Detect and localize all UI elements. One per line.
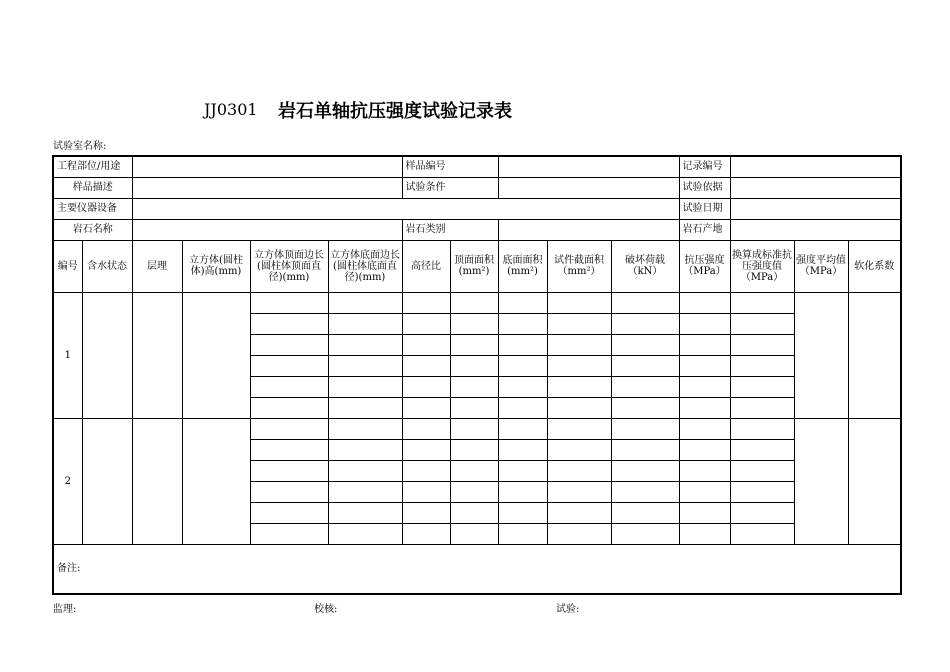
data-cell[interactable] bbox=[250, 292, 328, 313]
data-cell[interactable] bbox=[402, 481, 450, 502]
sample-no-field[interactable] bbox=[498, 156, 679, 177]
table-row bbox=[53, 418, 901, 439]
data-cell[interactable] bbox=[328, 313, 402, 334]
remarks-label[interactable]: 备注: bbox=[53, 544, 901, 594]
data-cell[interactable] bbox=[450, 460, 498, 481]
data-cell[interactable] bbox=[450, 397, 498, 418]
record-no-field[interactable] bbox=[730, 156, 901, 177]
col-softening: 软化系数 bbox=[848, 240, 901, 292]
data-cell[interactable] bbox=[450, 481, 498, 502]
data-cell[interactable] bbox=[679, 334, 730, 355]
col-bedding: 层理 bbox=[132, 240, 182, 292]
form-code: JJ0301 bbox=[204, 100, 258, 119]
project-field[interactable] bbox=[132, 156, 402, 177]
tester-label: 试验: bbox=[556, 604, 580, 615]
data-cell[interactable] bbox=[730, 292, 794, 313]
data-cell[interactable] bbox=[498, 334, 547, 355]
height-cell[interactable] bbox=[182, 292, 250, 418]
data-cell[interactable] bbox=[498, 313, 547, 334]
project-label: 工程部位/用途 bbox=[53, 156, 132, 177]
col-no: 编号 bbox=[53, 240, 82, 292]
test-date-label: 试验日期 bbox=[679, 198, 730, 219]
data-cell[interactable] bbox=[328, 481, 402, 502]
data-cell[interactable] bbox=[730, 481, 794, 502]
data-cell[interactable] bbox=[402, 292, 450, 313]
data-cell[interactable] bbox=[498, 418, 547, 439]
group-2 bbox=[53, 418, 901, 544]
rock-origin-label: 岩石产地 bbox=[679, 219, 730, 240]
data-cell[interactable] bbox=[730, 523, 794, 544]
height-cell[interactable] bbox=[182, 418, 250, 544]
data-cell[interactable] bbox=[498, 439, 547, 460]
data-cell[interactable] bbox=[547, 355, 611, 376]
moisture-cell[interactable] bbox=[82, 292, 132, 418]
data-cell[interactable] bbox=[679, 376, 730, 397]
data-cell[interactable] bbox=[611, 460, 679, 481]
data-cell[interactable] bbox=[250, 397, 328, 418]
data-cell[interactable] bbox=[547, 502, 611, 523]
data-cell[interactable] bbox=[547, 292, 611, 313]
data-cell[interactable] bbox=[730, 355, 794, 376]
data-cell[interactable] bbox=[611, 502, 679, 523]
rock-origin-field[interactable] bbox=[730, 219, 901, 240]
data-cell[interactable] bbox=[250, 481, 328, 502]
data-cell[interactable] bbox=[250, 334, 328, 355]
data-cell[interactable] bbox=[328, 460, 402, 481]
data-cell[interactable] bbox=[402, 439, 450, 460]
data-cell[interactable] bbox=[250, 523, 328, 544]
record-table bbox=[52, 155, 902, 595]
group-number: 1 bbox=[53, 292, 82, 418]
test-date-field[interactable] bbox=[730, 198, 901, 219]
sample-desc-field[interactable] bbox=[132, 177, 402, 198]
data-cell[interactable] bbox=[679, 313, 730, 334]
info-row-1 bbox=[53, 156, 901, 177]
data-cell[interactable] bbox=[679, 502, 730, 523]
data-cell[interactable] bbox=[402, 355, 450, 376]
data-cell[interactable] bbox=[402, 397, 450, 418]
data-cell[interactable] bbox=[402, 418, 450, 439]
col-moisture: 含水状态 bbox=[82, 240, 132, 292]
data-cell[interactable] bbox=[328, 376, 402, 397]
data-cell[interactable] bbox=[402, 313, 450, 334]
data-cell[interactable] bbox=[498, 523, 547, 544]
data-cell[interactable] bbox=[498, 460, 547, 481]
col-avg-strength: 强度平均值（MPa） bbox=[794, 240, 848, 292]
data-cell[interactable] bbox=[730, 460, 794, 481]
data-cell[interactable] bbox=[498, 502, 547, 523]
data-cell[interactable] bbox=[250, 460, 328, 481]
data-cell[interactable] bbox=[498, 481, 547, 502]
data-cell[interactable] bbox=[328, 355, 402, 376]
data-cell[interactable] bbox=[547, 460, 611, 481]
data-cell[interactable] bbox=[547, 334, 611, 355]
col-bottom-area: 底面面积(mm²) bbox=[498, 240, 547, 292]
info-row-4 bbox=[53, 219, 901, 240]
sample-desc-label: 样品描述 bbox=[53, 177, 132, 198]
data-cell[interactable] bbox=[547, 418, 611, 439]
record-no-label: 记录编号 bbox=[679, 156, 730, 177]
rock-name-label: 岩石名称 bbox=[53, 219, 132, 240]
data-cell[interactable] bbox=[498, 292, 547, 313]
data-cell[interactable] bbox=[611, 376, 679, 397]
data-cell[interactable] bbox=[498, 397, 547, 418]
equipment-field[interactable] bbox=[132, 198, 679, 219]
rock-type-label: 岩石类别 bbox=[402, 219, 498, 240]
data-cell[interactable] bbox=[450, 523, 498, 544]
info-row-2 bbox=[53, 177, 901, 198]
data-cell[interactable] bbox=[450, 355, 498, 376]
data-cell[interactable] bbox=[250, 313, 328, 334]
group-1 bbox=[53, 292, 901, 418]
data-cell[interactable] bbox=[328, 523, 402, 544]
col-load: 破坏荷载（kN） bbox=[611, 240, 679, 292]
data-cell[interactable] bbox=[250, 355, 328, 376]
test-condition-label: 试验条件 bbox=[402, 177, 498, 198]
col-height: 立方体(圆柱体)高(mm) bbox=[182, 240, 250, 292]
data-cell[interactable] bbox=[730, 397, 794, 418]
col-strength: 抗压强度（MPa） bbox=[679, 240, 730, 292]
data-cell[interactable] bbox=[250, 376, 328, 397]
data-cell[interactable] bbox=[611, 313, 679, 334]
data-cell[interactable] bbox=[547, 313, 611, 334]
data-cell[interactable] bbox=[547, 397, 611, 418]
test-condition-field[interactable] bbox=[498, 177, 679, 198]
data-cell[interactable] bbox=[547, 481, 611, 502]
remarks-row bbox=[53, 544, 901, 594]
data-cell[interactable] bbox=[611, 418, 679, 439]
data-cell[interactable] bbox=[611, 523, 679, 544]
data-cell[interactable] bbox=[679, 523, 730, 544]
moisture-cell[interactable] bbox=[82, 418, 132, 544]
data-cell[interactable] bbox=[611, 397, 679, 418]
data-cell[interactable] bbox=[328, 502, 402, 523]
data-cell[interactable] bbox=[250, 502, 328, 523]
data-cell[interactable] bbox=[450, 439, 498, 460]
rock-type-field[interactable] bbox=[498, 219, 679, 240]
data-cell[interactable] bbox=[498, 376, 547, 397]
checker-label: 校核: bbox=[314, 604, 338, 615]
avg-strength-cell[interactable] bbox=[794, 292, 848, 418]
col-std-strength: 换算成标准抗压强度值（MPa） bbox=[730, 240, 794, 292]
col-ratio: 高径比 bbox=[402, 240, 450, 292]
bedding-cell[interactable] bbox=[132, 292, 182, 418]
data-cell[interactable] bbox=[402, 376, 450, 397]
avg-strength-cell[interactable] bbox=[794, 418, 848, 544]
data-cell[interactable] bbox=[547, 376, 611, 397]
data-cell[interactable] bbox=[611, 481, 679, 502]
data-cell[interactable] bbox=[250, 439, 328, 460]
data-cell[interactable] bbox=[611, 334, 679, 355]
data-cell[interactable] bbox=[328, 334, 402, 355]
supervisor-label: 监理: bbox=[53, 604, 77, 615]
col-bottom-side: 立方体底面边长(圆柱体底面直径)(mm) bbox=[328, 240, 402, 292]
data-cell[interactable] bbox=[730, 439, 794, 460]
data-cell[interactable] bbox=[402, 502, 450, 523]
data-cell[interactable] bbox=[730, 502, 794, 523]
page-title: 岩石单轴抗压强度试验记录表 bbox=[278, 101, 512, 122]
data-cell[interactable] bbox=[679, 439, 730, 460]
data-cell[interactable] bbox=[328, 418, 402, 439]
equipment-label: 主要仪器设备 bbox=[53, 198, 132, 219]
data-cell[interactable] bbox=[402, 523, 450, 544]
data-cell[interactable] bbox=[402, 460, 450, 481]
rock-name-field[interactable] bbox=[132, 219, 402, 240]
group-number: 2 bbox=[53, 418, 82, 544]
data-cell[interactable] bbox=[611, 355, 679, 376]
data-cell[interactable] bbox=[328, 439, 402, 460]
lab-name-label: 试验室名称: bbox=[53, 141, 107, 152]
data-cell[interactable] bbox=[730, 376, 794, 397]
col-section-area: 试件截面积（mm²） bbox=[547, 240, 611, 292]
data-cell[interactable] bbox=[450, 376, 498, 397]
data-cell[interactable] bbox=[730, 313, 794, 334]
col-top-area: 顶面面积(mm²) bbox=[450, 240, 498, 292]
data-cell[interactable] bbox=[450, 313, 498, 334]
data-cell[interactable] bbox=[679, 292, 730, 313]
test-basis-field[interactable] bbox=[730, 177, 901, 198]
data-cell[interactable] bbox=[250, 418, 328, 439]
col-top-side: 立方体顶面边长(圆柱体顶面直径)(mm) bbox=[250, 240, 328, 292]
data-cell[interactable] bbox=[679, 481, 730, 502]
data-cell[interactable] bbox=[679, 397, 730, 418]
bedding-cell[interactable] bbox=[132, 418, 182, 544]
test-basis-label: 试验依据 bbox=[679, 177, 730, 198]
data-cell[interactable] bbox=[402, 334, 450, 355]
table-row bbox=[53, 292, 901, 313]
data-cell[interactable] bbox=[328, 292, 402, 313]
data-cell[interactable] bbox=[679, 418, 730, 439]
data-cell[interactable] bbox=[730, 334, 794, 355]
data-cell[interactable] bbox=[450, 292, 498, 313]
data-cell[interactable] bbox=[730, 418, 794, 439]
data-cell[interactable] bbox=[450, 418, 498, 439]
column-header-row bbox=[53, 240, 901, 292]
data-cell[interactable] bbox=[450, 502, 498, 523]
data-cell[interactable] bbox=[611, 439, 679, 460]
data-cell[interactable] bbox=[547, 523, 611, 544]
data-cell[interactable] bbox=[547, 439, 611, 460]
data-cell[interactable] bbox=[611, 292, 679, 313]
info-row-3 bbox=[53, 198, 901, 219]
data-cell[interactable] bbox=[328, 397, 402, 418]
data-cell[interactable] bbox=[679, 355, 730, 376]
sample-no-label: 样品编号 bbox=[402, 156, 498, 177]
data-cell[interactable] bbox=[450, 334, 498, 355]
softening-cell[interactable] bbox=[848, 292, 901, 418]
data-cell[interactable] bbox=[679, 460, 730, 481]
data-cell[interactable] bbox=[498, 355, 547, 376]
